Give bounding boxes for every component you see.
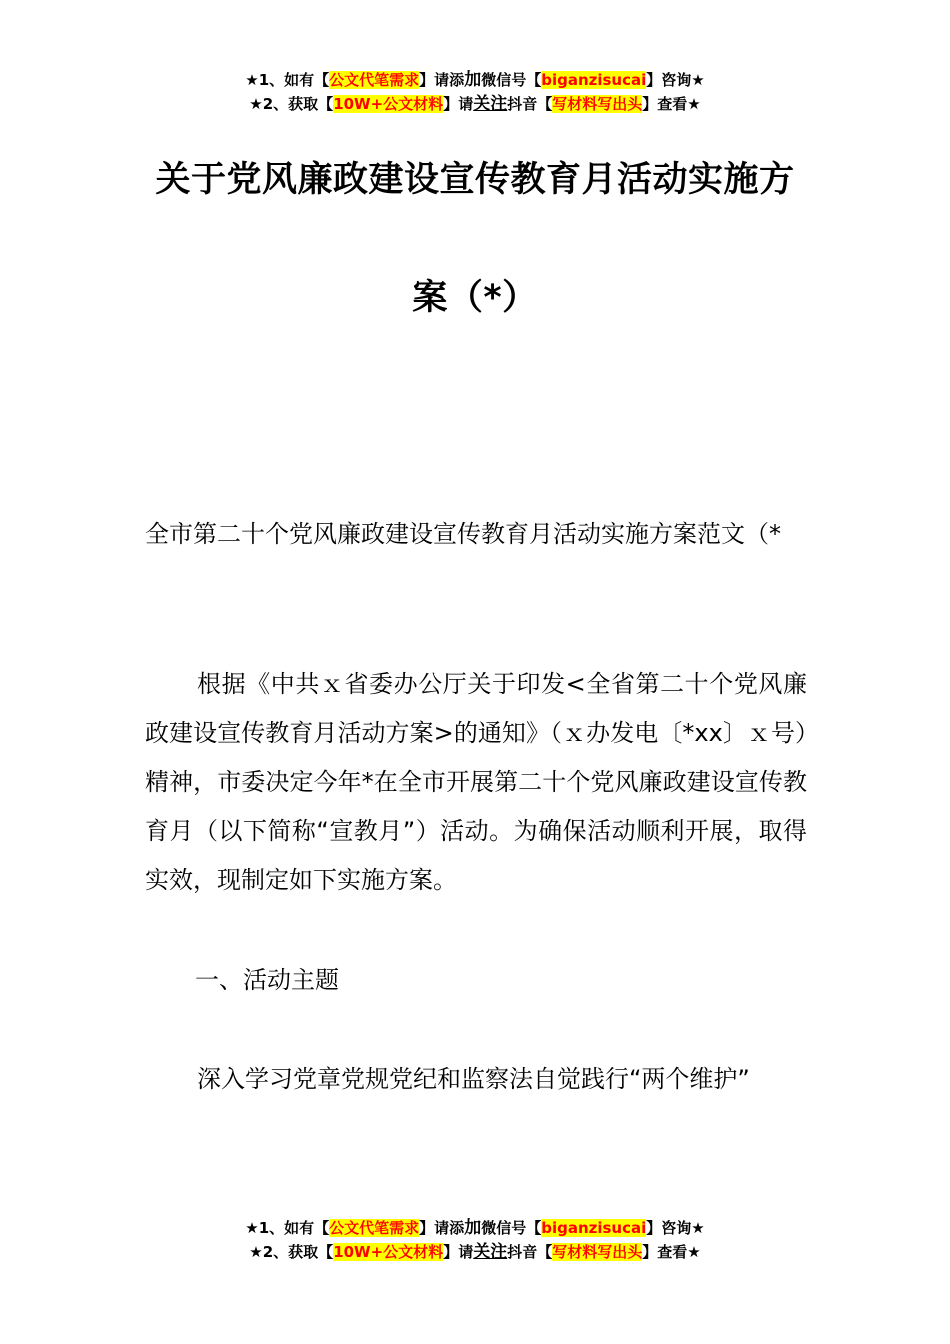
banner-highlight-wechat-id: biganzisucai	[541, 71, 647, 89]
banner-highlight-materials: 10W+公文材料	[333, 95, 444, 113]
banner-line-2: ★2、获取【10W+公文材料】请关注抖音【写材料写出头】查看★	[249, 94, 701, 114]
banner-highlight-materials: 10W+公文材料	[333, 1243, 444, 1261]
banner-line-1: ★1、如有【公文代笔需求】请添加微信号【biganzisucai】咨询★	[245, 1218, 705, 1238]
banner-highlight-douyin: 写材料写出头	[552, 95, 643, 113]
banner-highlight-service: 公文代笔需求	[329, 71, 420, 89]
banner-line-2: ★2、获取【10W+公文材料】请关注抖音【写材料写出头】查看★	[249, 1242, 701, 1262]
section-heading-theme: 一、活动主题	[195, 966, 339, 994]
document-title-line-1: 关于党风廉政建设宣传教育月活动实施方	[155, 160, 795, 200]
banner-line-1: ★1、如有【公文代笔需求】请添加微信号【biganzisucai】咨询★	[245, 70, 705, 90]
intro-paragraph: 全市第二十个党风廉政建设宣传教育月活动实施方案范文（*	[145, 520, 781, 548]
document-title-line-2: 案（*）	[412, 278, 538, 318]
basis-paragraph: 根据《中共ｘ省委办公厅关于印发<全省第二十个党风廉政建设宣传教育月活动方案>的通知》（ｘ办发电〔*xx〕ｘ号）精神，市委决定今年*在全市开展第二十个党风廉政建设宣传教育月（以下简称“宣教月”）活动。为确保活动顺利开展，取得实效，现制定如下实施方案。	[145, 670, 807, 894]
header-banner	[0, 68, 950, 116]
footer-banner	[0, 1216, 950, 1264]
theme-paragraph: 深入学习党章党规党纪和监察法自觉践行“两个维护”	[197, 1065, 750, 1093]
banner-highlight-wechat-id: biganzisucai	[541, 1219, 647, 1237]
banner-highlight-douyin: 写材料写出头	[552, 1243, 643, 1261]
banner-highlight-service: 公文代笔需求	[329, 1219, 420, 1237]
